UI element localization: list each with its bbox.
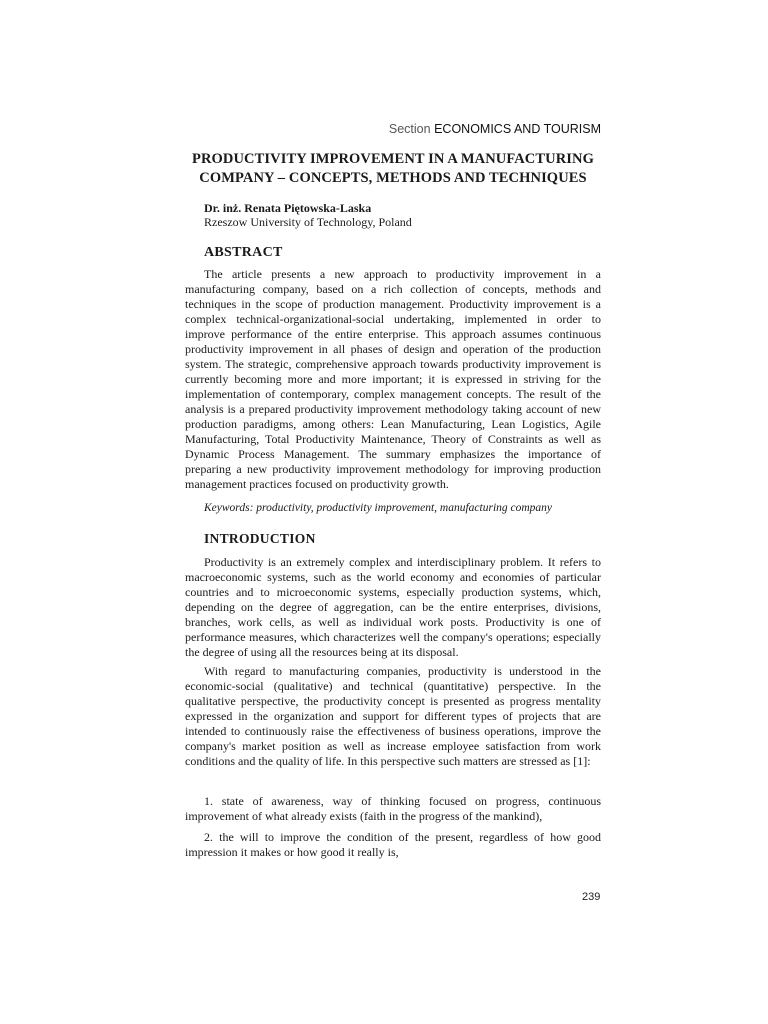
abstract-heading: ABSTRACT xyxy=(204,245,283,260)
section-word: Section xyxy=(388,122,431,136)
page-number: 239 xyxy=(582,891,601,903)
intro-paragraph-1: Productivity is an extremely complex and interdisciplinary problem. It refers to macroeconomic systems, such as the world economy and economies of particular countries and to microeconomic systems, especially production systems, which, depending on the degree of aggregation, can be the entire enterprises, divisions, branches, work cells, as well as individual work posts. Productivity is one of performance measures, which characterizes well the company's operations; especially the degree of using all the resources being at its disposal. xyxy=(185,555,601,659)
section-header xyxy=(389,122,601,136)
article-title: PRODUCTIVITY IMPROVEMENT IN A MANUFACTURING COMPANY – CONCEPTS, METHODS AND TECHNIQUES xyxy=(192,151,594,186)
section-name: ECONOMICS AND TOURISM xyxy=(434,122,601,136)
author-affiliation: Rzeszow University of Technology, Poland xyxy=(204,215,412,229)
author-name: Dr. inż. Renata Piętowska-Laska xyxy=(204,201,372,215)
intro-paragraph-2: With regard to manufacturing companies, productivity is understood in the economic-social (qualitative) and technical (quantitative) perspective. In the qualitative perspective, the productivity concept is presented as progress mentality expressed in the organization and support for different types of projects that are intended to continuously raise the effectiveness of business operations, improve the company's market position as well as increase employee satisfaction from work conditions and the quality of life. In this perspective such matters are stressed as [1]: xyxy=(185,664,601,768)
introduction-heading: INTRODUCTION xyxy=(204,531,316,546)
list-item-1: 1. state of awareness, way of thinking focused on progress, continuous improvement of what already exists (faith in the progress of the mankind), xyxy=(185,794,601,823)
abstract-text: The article presents a new approach to productivity improvement in a manufacturing company, based on a rich collection of concepts, methods and techniques in the scope of production management. Productivity improvement is a complex technical-organizational-social undertaking, implemented in order to improve performance of the entire enterprise. This approach assumes continuous productivity improvement in all phases of design and operation of the production system. The strategic, comprehensive approach towards productivity improvement is currently becoming more and more important; it is expressed in striving for the implementation of contemporary, complex management concepts. The result of the analysis is a prepared productivity improvement methodology taking account of new production paradigms, among others: Lean Manufacturing, Lean Logistics, Agile Manufacturing, Total Productivity Maintenance, Theory of Constraints as well as Dynamic Process Management. The summary emphasizes the importance of preparing a new productivity improvement methodology for improving production management practices focused on productivity growth. xyxy=(185,267,601,491)
list-item-2: 2. the will to improve the condition of the present, regardless of how good impression it makes or how good it really is, xyxy=(185,830,601,859)
keywords: Keywords: productivity, productivity improvement, manufacturing company xyxy=(204,502,553,514)
